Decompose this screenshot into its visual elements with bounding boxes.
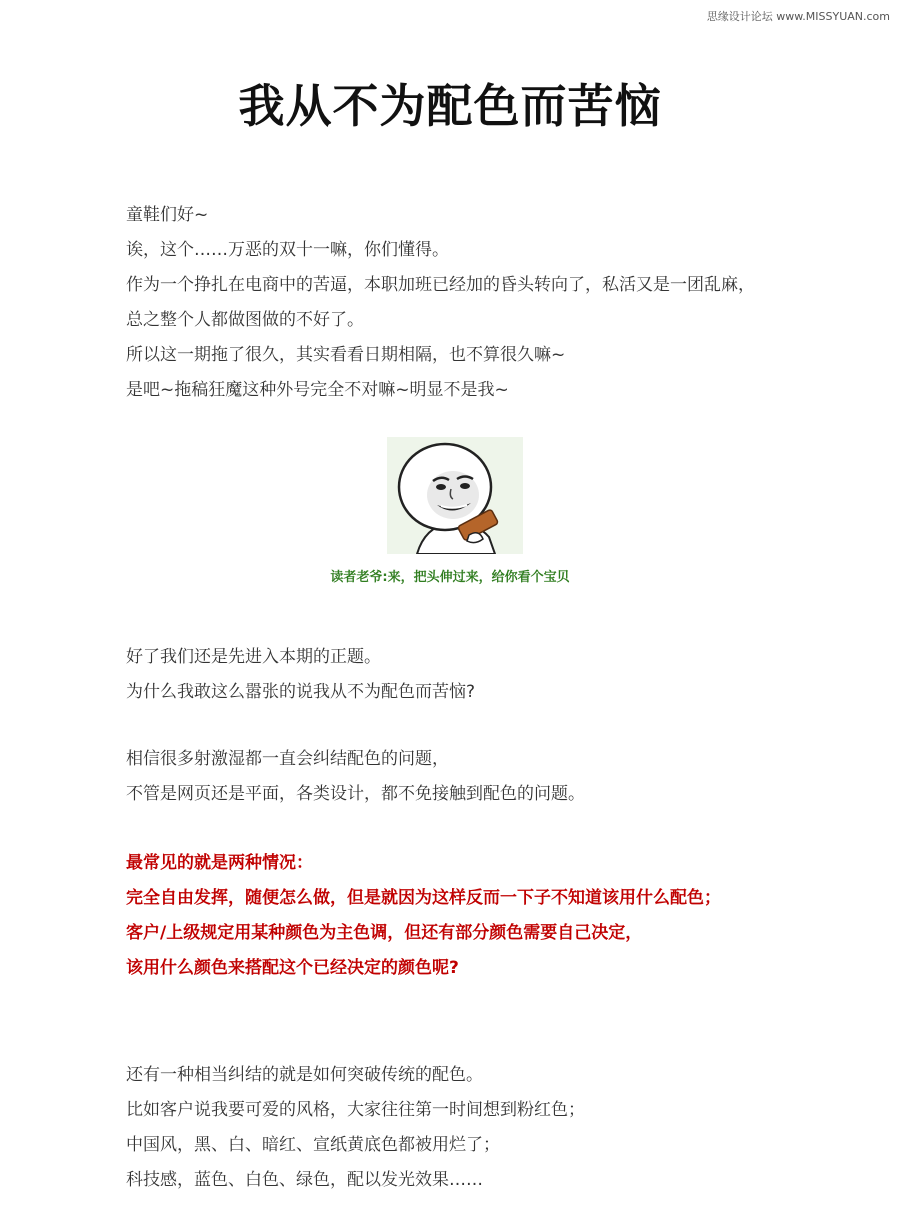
text-line: 诶，这个……万恶的双十一嘛，你们懂得。: [126, 240, 449, 260]
site-watermark: 思缘设计论坛 www.MISSYUAN.com: [706, 10, 890, 23]
text-line: 还有一种相当纠结的就是如何突破传统的配色。: [126, 1065, 483, 1085]
highlight-line: 完全自由发挥，随便怎么做，但是就因为这样反而一下子不知道该用什么配色；: [126, 888, 721, 908]
text-line: 好了我们还是先进入本期的正题。: [126, 647, 381, 667]
meme-face-icon: [387, 437, 523, 554]
intro-paragraph: [126, 198, 866, 408]
text-line: 为什么我敢这么嚣张的说我从不为配色而苦恼?: [126, 682, 476, 702]
text-line: 不管是网页还是平面，各类设计，都不免接触到配色的问题。: [126, 784, 585, 804]
article-title: 我从不为配色而苦恼: [238, 79, 662, 133]
text-line: 比如客户说我要可爱的风格，大家往往第一时间想到粉红色；: [126, 1100, 585, 1120]
text-line: 相信很多射激湿都一直会纠结配色的问题，: [126, 749, 449, 769]
text-line: 所以这一期拖了很久，其实看看日期相隔，也不算很久嘛~: [126, 345, 566, 365]
text-line: 科技感，蓝色、白色、绿色，配以发光效果……: [126, 1170, 483, 1190]
image-caption: 读者老爷:来，把头伸过来，给你看个宝贝: [330, 570, 570, 585]
text-line: 总之整个人都做图做的不好了。: [126, 310, 364, 330]
highlight-line: 最常见的就是两种情况：: [126, 853, 313, 873]
highlight-line: 客户/上级规定用某种颜色为主色调，但还有部分颜色需要自己决定，: [126, 923, 643, 943]
section-intro-paragraph: [126, 640, 866, 710]
text-line: 童鞋们好~: [126, 205, 209, 225]
problem-paragraph: [126, 742, 866, 812]
text-line: 是吧~拖稿狂魔这种外号完全不对嘛~明显不是我~: [126, 380, 509, 400]
highlight-line: 该用什么颜色来搭配这个已经决定的颜色呢?: [126, 958, 459, 978]
highlight-paragraph: [126, 846, 866, 986]
text-line: 作为一个挣扎在电商中的苦逼，本职加班已经加的昏头转向了，私活又是一团乱麻，: [126, 275, 755, 295]
tradition-paragraph: [126, 1058, 866, 1198]
text-line: 中国风，黑、白、暗红、宣纸黄底色都被用烂了；: [126, 1135, 500, 1155]
